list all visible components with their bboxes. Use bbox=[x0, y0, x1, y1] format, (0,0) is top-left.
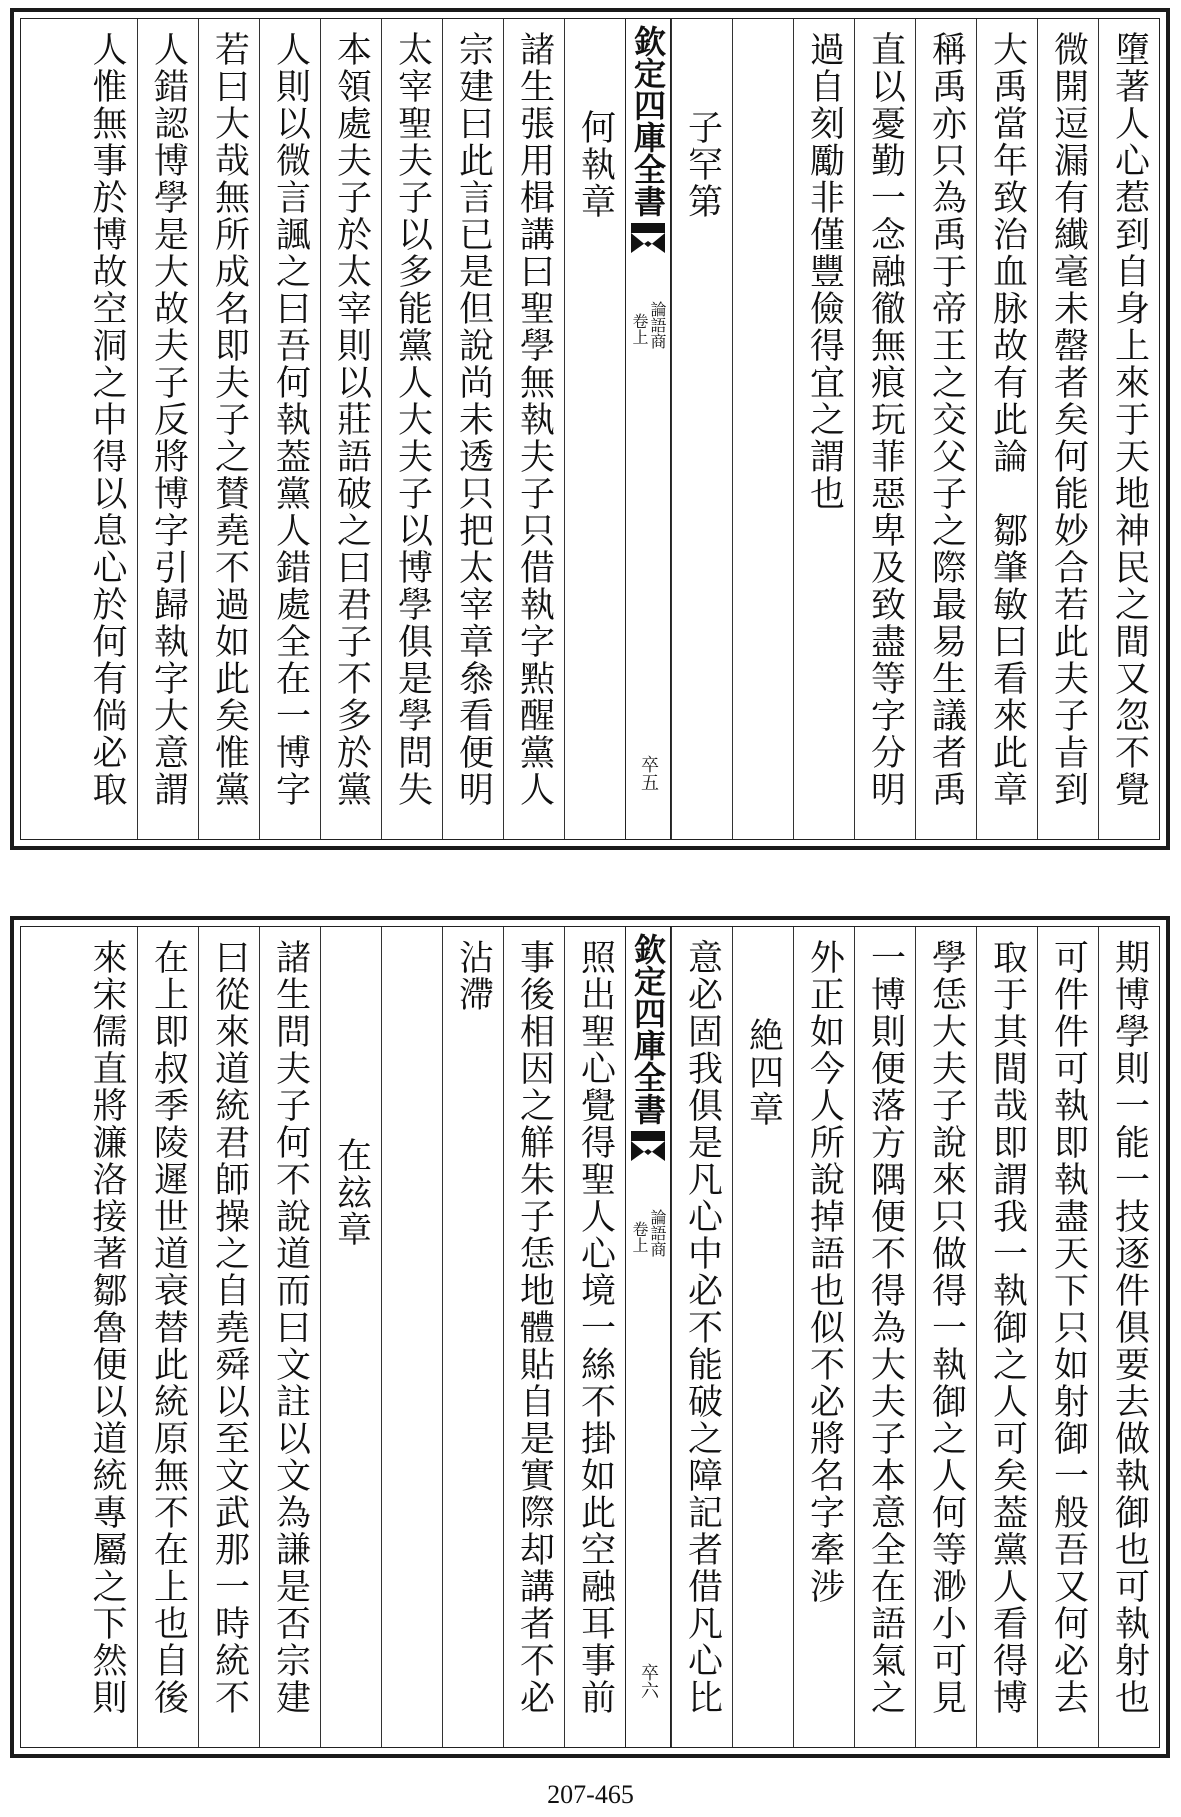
column-text: 墮著人心惹到自身上來于天地神民之間又忽不覺 bbox=[1109, 31, 1150, 808]
chapter-heading bbox=[671, 19, 732, 839]
column-text: 外正如今人所說掉語也似不必將名字牽涉 bbox=[804, 939, 845, 1605]
book-meta bbox=[631, 1209, 665, 1257]
text-column bbox=[915, 19, 976, 839]
book-title: 論語商 bbox=[648, 301, 667, 349]
column-text: 人則以微言諷之曰吾何執葢黨人錯處全在一博字 bbox=[270, 31, 311, 808]
page-leaf-top bbox=[10, 8, 1170, 850]
blank-column bbox=[732, 19, 793, 839]
center-fold bbox=[625, 927, 671, 1747]
column-text: 人惟無事於博故空洞之中得以息心於何有倘必取 bbox=[87, 31, 127, 808]
column-text: 可件件可執即執盡天下只如射御一般吾又何必去 bbox=[1048, 939, 1089, 1716]
text-column bbox=[1037, 927, 1098, 1747]
column-text: 沾滯 bbox=[453, 939, 494, 1013]
column-text: 期博學則一能一技逐件俱要去做執御也可執射也 bbox=[1109, 939, 1150, 1716]
column-text: 取于其間哉即謂我一執御之人可矣葢黨人看得博 bbox=[987, 939, 1028, 1716]
column-text: 人錯認博學是大故夫子反將博字引歸執字大意謂 bbox=[148, 31, 189, 808]
folio-number: 卒五 bbox=[638, 755, 659, 791]
text-column bbox=[259, 19, 320, 839]
text-frame bbox=[20, 926, 1160, 1748]
chapter-heading bbox=[320, 927, 381, 1747]
text-column bbox=[854, 19, 915, 839]
column-text: 諸生張用楫講曰聖學無執夫子只借執字㸃醒黨人 bbox=[514, 31, 555, 808]
text-column bbox=[381, 19, 442, 839]
text-column bbox=[1098, 19, 1159, 839]
column-text: 本領處夫子於太宰則以莊語破之曰君子不多於黨 bbox=[331, 31, 372, 808]
page-number: 207-465 bbox=[547, 1780, 634, 1809]
column-text: 直以憂勤一念融徹無痕玩菲惡卑及致盡等字分明 bbox=[865, 31, 906, 808]
column-text: 在玆章 bbox=[331, 1137, 372, 1248]
column-text: 何執章 bbox=[575, 109, 616, 220]
fish-tail-mark-icon bbox=[631, 223, 665, 253]
text-column bbox=[137, 927, 198, 1747]
book-meta bbox=[631, 301, 665, 349]
page-leaf-bottom bbox=[10, 916, 1170, 1758]
column-text: 若曰大哉無所成名即夫子之賛堯不過如此矣惟黨 bbox=[209, 31, 250, 808]
text-column bbox=[564, 927, 625, 1747]
column-text: 大禹當年致治血脉故有此論 鄒肇敏曰看來此章 bbox=[987, 31, 1028, 808]
text-column bbox=[442, 927, 503, 1747]
text-column bbox=[198, 927, 259, 1747]
text-column bbox=[320, 19, 381, 839]
volume-label: 卷上 bbox=[630, 313, 649, 345]
text-column bbox=[1037, 19, 1098, 839]
column-text: 過自刻勵非僅豐儉得宜之謂也 bbox=[804, 31, 845, 512]
library-title: 欽定四庫全書 bbox=[629, 25, 667, 217]
text-column bbox=[671, 927, 732, 1747]
column-text: 學恁大夫子說來只做得一執御之人何等渺小可見 bbox=[926, 939, 967, 1716]
column-text: 宗建曰此言已是但說尚未透只把太宰章叅看便明 bbox=[453, 31, 494, 808]
text-column bbox=[503, 927, 564, 1747]
column-text: 一博則便落方隅便不得為大夫子本意全在語氣之 bbox=[865, 939, 906, 1716]
text-column bbox=[976, 927, 1037, 1747]
column-text: 微開逗漏有纎毫未罄者矣何能妙合若此夫子㫖到 bbox=[1048, 31, 1089, 808]
column-text: 照出聖心覺得聖人心境一絲不掛如此空融耳事前 bbox=[575, 939, 616, 1716]
text-column bbox=[503, 19, 564, 839]
text-column bbox=[854, 927, 915, 1747]
column-text: 事後相因之觧朱子恁地體貼自是實際却講者不必 bbox=[514, 939, 555, 1716]
text-column bbox=[76, 19, 137, 839]
column-text: 意必固我俱是凡心中必不能破之障記者借凡心比 bbox=[682, 939, 723, 1716]
text-frame bbox=[20, 18, 1160, 840]
column-text: 在上即叔季陵遲世道衰替此統原無不在上也自後 bbox=[148, 939, 189, 1716]
chapter-heading bbox=[732, 927, 793, 1747]
text-column bbox=[198, 19, 259, 839]
chapter-heading bbox=[564, 19, 625, 839]
library-title: 欽定四庫全書 bbox=[629, 933, 667, 1125]
text-column bbox=[442, 19, 503, 839]
text-column bbox=[793, 927, 854, 1747]
book-title: 論語商 bbox=[648, 1209, 667, 1257]
blank-column bbox=[381, 927, 442, 1747]
text-column bbox=[915, 927, 976, 1747]
volume-label: 卷上 bbox=[630, 1221, 649, 1253]
column-text: 稱禹亦只為禹于帝王之交父子之際最易生議者禹 bbox=[926, 31, 967, 808]
text-column bbox=[793, 19, 854, 839]
text-column bbox=[137, 19, 198, 839]
column-text: 來宋儒直將濂洛接著鄒魯便以道統專屬之下然則 bbox=[87, 939, 127, 1716]
column-text: 絶四章 bbox=[743, 1017, 784, 1128]
folio-number: 卒六 bbox=[638, 1663, 659, 1699]
text-column bbox=[1098, 927, 1159, 1747]
text-column bbox=[259, 927, 320, 1747]
text-column bbox=[976, 19, 1037, 839]
column-text: 子罕第 bbox=[682, 109, 723, 220]
center-fold bbox=[625, 19, 671, 839]
column-text: 太宰聖夫子以多能黨人大夫子以博學俱是學問失 bbox=[392, 31, 433, 808]
column-text: 諸生問夫子何不說道而曰文註以文為謙是否宗建 bbox=[270, 939, 311, 1716]
fish-tail-mark-icon bbox=[631, 1131, 665, 1161]
column-text: 曰從來道統君師操之自堯舜以至文武那一時統不 bbox=[209, 939, 250, 1716]
text-column bbox=[76, 927, 137, 1747]
